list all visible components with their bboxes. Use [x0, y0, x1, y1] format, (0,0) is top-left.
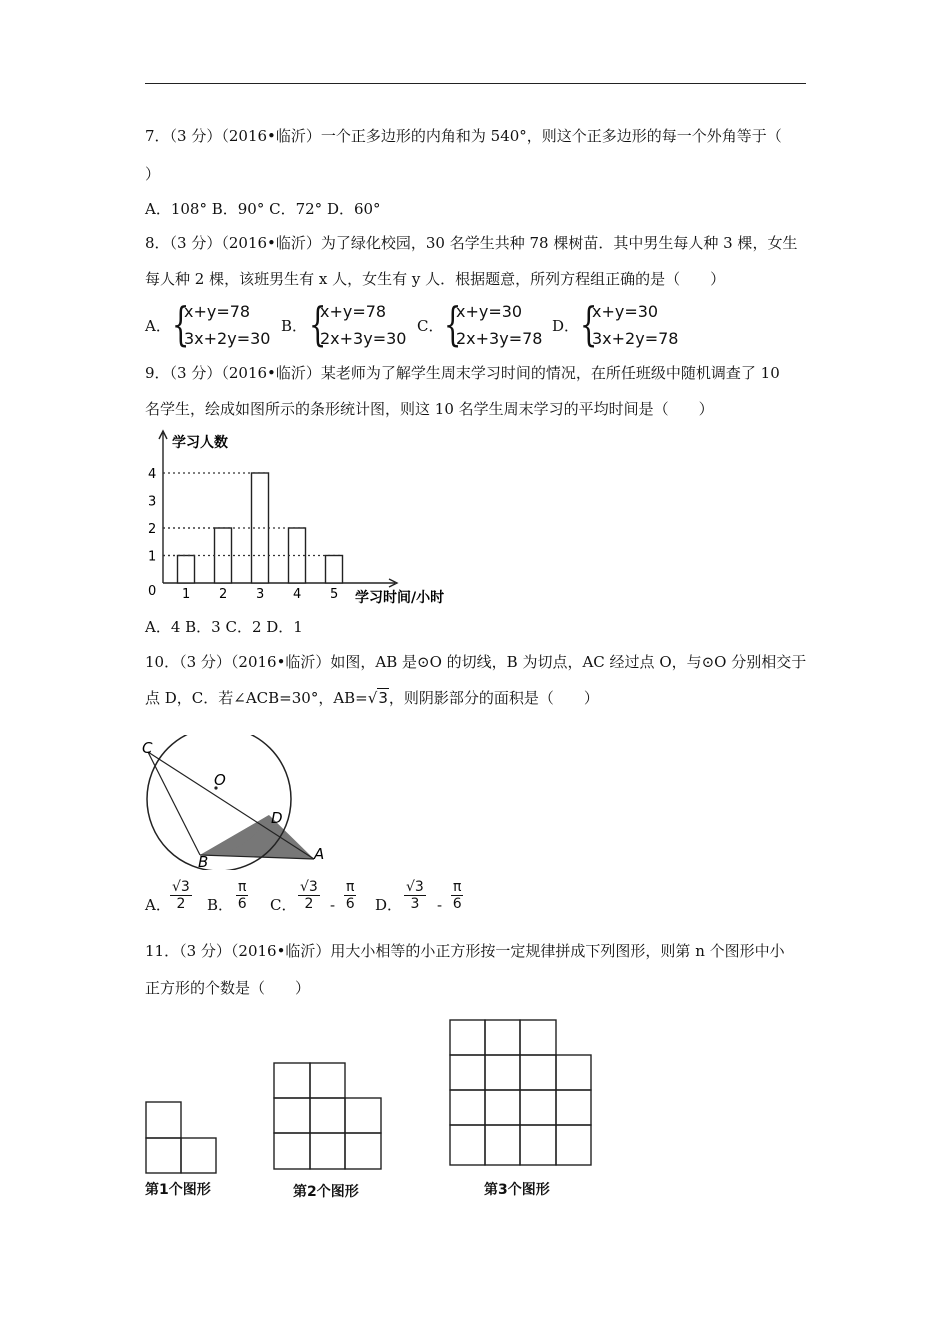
- q10-text-pre: 点 D，C．若∠ACB=30°，AB=: [145, 689, 368, 707]
- y-axis-label: 学习人数: [172, 435, 228, 451]
- minus-sign: -: [330, 896, 336, 914]
- brace-icon: {: [308, 297, 327, 351]
- fraction: [451, 879, 463, 912]
- numerator: √3: [172, 879, 190, 895]
- y-tick-label: 1: [148, 549, 157, 565]
- numerator: √3: [300, 879, 318, 895]
- label-b: B: [198, 853, 209, 870]
- equation-2: 3x+2y=78: [592, 329, 679, 348]
- q8-stem-line1: 8．（3 分）（2016•临沂）为了绿化校园，30 名学生共种 78 棵树苗．其中男生每人种 3 棵，女生: [145, 234, 798, 252]
- denominator: 6: [237, 896, 247, 912]
- segment-cb: [148, 752, 200, 855]
- option-b-letter: B．: [207, 896, 234, 914]
- pattern-figure-1: [146, 1102, 216, 1173]
- caption-figure-2: 第2个图形: [293, 1184, 359, 1200]
- label-c: C: [142, 739, 153, 757]
- q7-stem-line2: ）: [145, 165, 161, 183]
- brace-icon: {: [443, 297, 462, 351]
- header-rule: [145, 83, 806, 84]
- option-c-letter: C．: [270, 896, 297, 914]
- x-tick-label: 2: [219, 587, 228, 602]
- label-d: D: [271, 809, 283, 827]
- minus-sign: -: [437, 896, 443, 914]
- numerator: √3: [406, 879, 424, 895]
- x-tick-label: 1: [182, 587, 191, 602]
- x-tick-label: 4: [293, 587, 302, 602]
- fraction: [298, 879, 320, 912]
- x-axis-label: 学习时间/小时: [355, 590, 445, 606]
- numerator: π: [238, 879, 247, 895]
- pattern-figure-2: [274, 1063, 381, 1169]
- bar: [326, 556, 343, 584]
- bar: [289, 528, 306, 583]
- denominator: 6: [452, 896, 462, 912]
- q10-stem-line2: [145, 688, 599, 708]
- y-tick-label: 2: [148, 522, 157, 537]
- q10-stem-line1: 10．（3 分）（2016•临沂）如图，AB 是⊙O 的切线，B 为切点，AC 经过点 O，与⊙O 分别相交于: [145, 653, 807, 671]
- label-a: A: [314, 845, 325, 863]
- denominator: 3: [410, 896, 420, 912]
- q11-stem-line2: 正方形的个数是（ ）: [145, 979, 311, 997]
- sqrt-radicand: 3: [378, 689, 388, 707]
- q9-options: A．4 B．3 C．2 D．1: [145, 618, 303, 636]
- fraction: [404, 879, 426, 912]
- denominator: 6: [345, 896, 355, 912]
- numerator: π: [346, 879, 355, 895]
- q11-stem-line1: 11．（3 分）（2016•临沂）用大小相等的小正方形按一定规律拼成下列图形，则第 n 个图形中小: [145, 942, 785, 960]
- denominator: 2: [176, 896, 186, 912]
- q9-stem-line1: 9．（3 分）（2016•临沂）某老师为了解学生周末学习时间的情况，在所任班级中随机调查了 10: [145, 364, 780, 382]
- fraction: [236, 879, 248, 912]
- numerator: π: [453, 879, 462, 895]
- denominator: 2: [304, 896, 314, 912]
- option-letter: B．: [281, 317, 308, 335]
- equation-2: 2x+3y=30: [320, 329, 407, 348]
- brace-icon: {: [171, 297, 190, 351]
- option-letter: D．: [552, 317, 580, 335]
- y-tick-label: 3: [148, 494, 157, 510]
- q10-circle-figure: [140, 735, 330, 870]
- label-o: O: [214, 771, 226, 789]
- caption-figure-1: 第1个图形: [145, 1182, 211, 1198]
- y-tick-label: 4: [148, 467, 157, 482]
- option-letter: A．: [145, 317, 171, 335]
- pattern-figure-3: [450, 1020, 591, 1165]
- equation-1: x+y=30: [456, 302, 523, 321]
- equation-2: 3x+2y=30: [184, 329, 271, 348]
- x-tick-label: 5: [330, 587, 339, 602]
- equation-2: 2x+3y=78: [456, 329, 543, 348]
- fraction: [170, 879, 192, 912]
- sqrt-sign: √3: [367, 689, 388, 707]
- y-tick-label: 0: [148, 584, 157, 599]
- option-letter: C．: [417, 317, 444, 335]
- option-a-letter: A．: [145, 896, 171, 914]
- q9-bar-chart: [140, 425, 470, 610]
- q7-options: A．108° B．90° C．72° D．60°: [145, 200, 381, 218]
- q7-stem-line1: 7．（3 分）（2016•临沂）一个正多边形的内角和为 540°，则这个正多边形的每一个外角等于（: [145, 127, 782, 145]
- x-tick-label: 3: [256, 587, 265, 602]
- q11-square-patterns: [140, 1015, 600, 1205]
- option-d-letter: D．: [375, 896, 403, 914]
- q10-text-post: ，则阴影部分的面积是（ ）: [388, 689, 599, 707]
- q8-stem-line2: 每人种 2 棵，该班男生有 x 人，女生有 y 人．根据题意，所列方程组正确的是（ ）: [145, 270, 726, 288]
- caption-figure-3: 第3个图形: [484, 1182, 550, 1198]
- fraction: [344, 879, 356, 912]
- equation-1: x+y=30: [592, 302, 659, 321]
- q9-stem-line2: 名学生，绘成如图所示的条形统计图，则这 10 名学生周末学习的平均时间是（ ）: [145, 400, 714, 418]
- brace-icon: {: [579, 297, 598, 351]
- bar: [178, 556, 195, 584]
- equation-1: x+y=78: [320, 302, 387, 321]
- equation-1: x+y=78: [184, 302, 251, 321]
